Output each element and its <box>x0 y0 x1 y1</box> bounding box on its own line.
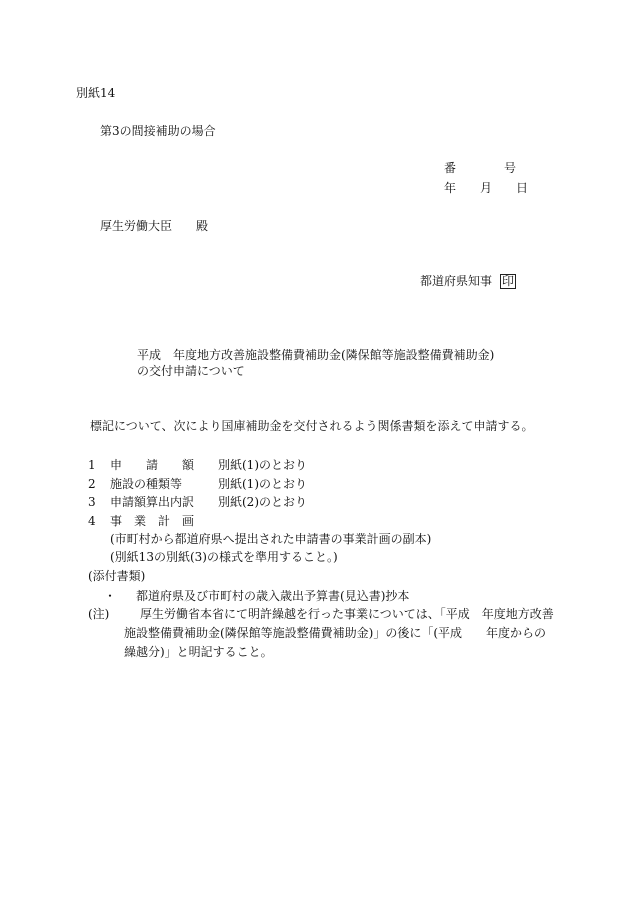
item-number: 3 <box>88 495 96 509</box>
note-line-3: 繰越分)」と明記すること。 <box>124 645 273 659</box>
addressee: 厚生労働大臣 殿 <box>100 219 209 233</box>
document-number-line: 番 号 <box>444 161 517 175</box>
note-label: (注) <box>88 607 110 621</box>
subject-line-1: 平成 年度地方改善施設整備費補助金(隣保館等施設整備費補助金) <box>137 348 495 362</box>
plan-note-2: (別紙13の別紙(3)の様式を準用すること。) <box>110 550 338 564</box>
item-row-1 <box>88 458 307 472</box>
item-heading: 申 請 額 <box>110 458 195 472</box>
sender-title: 都道府県知事 <box>420 274 493 288</box>
item-value: 別紙(1)のとおり <box>218 477 307 491</box>
attachments-label: (添付書類) <box>88 569 146 583</box>
item-row-3 <box>88 495 307 509</box>
item-heading: 申請額算出内訳 <box>110 495 195 509</box>
case-title: 第3の間接補助の場合 <box>100 124 216 138</box>
attachment-item: 都道府県及び市町村の歳入歳出予算書(見込書)抄本 <box>136 589 410 603</box>
body-text: 標記について、次により国庫補助金を交付されるよう関係書類を添えて申請する。 <box>90 419 534 433</box>
plan-note-1: (市町村から都道府県へ提出された申請書の事業計画の副本) <box>110 532 432 546</box>
item-row-4 <box>88 514 218 528</box>
bullet: ・ <box>104 589 117 603</box>
item-number: 4 <box>88 514 96 528</box>
seal-mark: 印 <box>502 274 515 288</box>
item-row-2 <box>88 477 307 491</box>
date-line: 年 月 日 <box>444 181 529 195</box>
attachment-number: 別紙14 <box>76 86 116 100</box>
item-number: 2 <box>88 477 96 491</box>
item-heading: 事 業 計 画 <box>110 514 195 528</box>
note-line-1: 厚生労働省本省にて明許繰越を行った事業については、「平成 年度地方改善 <box>140 607 554 621</box>
note-line-2: 施設整備費補助金(隣保館等施設整備費補助金)」の後に「(平成 年度からの <box>124 626 547 640</box>
item-number: 1 <box>88 458 96 472</box>
item-heading: 施設の種類等 <box>110 477 183 491</box>
sender-block <box>420 274 516 289</box>
subject-line-2: の交付申請について <box>137 364 245 378</box>
item-value: 別紙(1)のとおり <box>218 458 307 472</box>
attachment-item-row <box>104 589 409 603</box>
item-value: 別紙(2)のとおり <box>218 495 307 509</box>
